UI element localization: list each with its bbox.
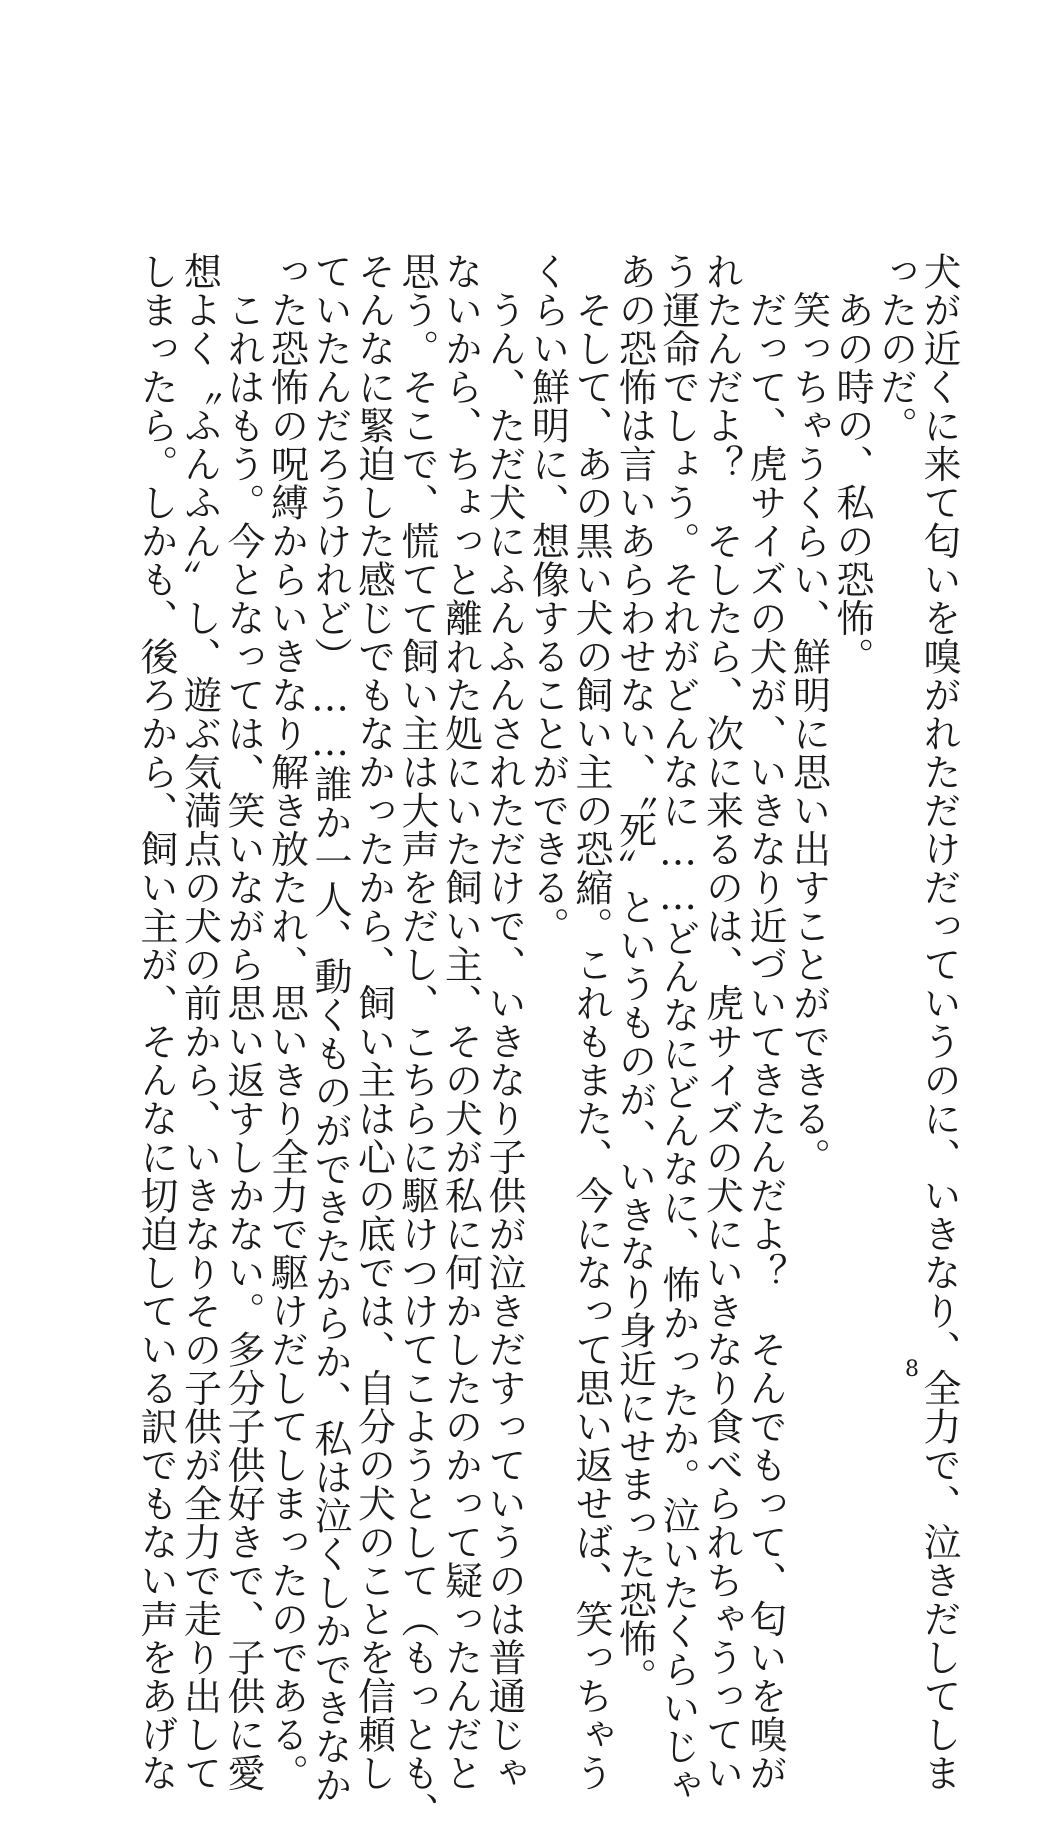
text-line: うん、ただ犬にふんふんされただけで、いきなり子供が泣きだすっていうのは普通じゃ	[482, 252, 526, 1792]
text-line: れたんだよ？ そしたら、次に来るのは、虎サイズの犬にいきなり食べられちゃうってい	[699, 252, 744, 1792]
text-line: 犬が近くに来て匂いを嗅がれただけだっていうのに、いきなり、全力で、泣きだしてしま	[917, 252, 961, 1792]
text-line: 想よく〝ふんふん〟し、遊ぶ気満点の犬の前から、いきなりその子供が全力で走り出して	[177, 252, 222, 1792]
page-number: 8	[905, 1357, 919, 1382]
text-line: これはもう。今となっては、笑いながら思い返すしかない。多分子供好きで、子供に愛	[221, 252, 265, 1792]
text-line: そして、あの黒い犬の飼い主の恐縮。これもまた、今になって思い返せば、笑っちゃう	[569, 252, 613, 1792]
text-line: しまったら。しかも、後ろから、飼い主が、そんなに切迫している訳でもない声をあげな	[134, 252, 178, 1792]
text-line: ていたんだろうけれど）……誰か一人、動くものができたからか、私は泣くしかできなか	[308, 252, 352, 1804]
text-line: 思う。そこで、慌てて飼い主は大声をだし、こちらに駆けつけてこようとして（もっとも、	[395, 252, 439, 1831]
text-line: った恐怖の呪縛からいきなり解き放たれ、思いきり全力で駆けだしてしまったのである。	[264, 252, 309, 1792]
text-line: ったのだ。	[873, 252, 918, 445]
vertical-body-text	[134, 252, 961, 1831]
text-line: そんなに緊迫した感じでもなかったから、飼い主は心の底では、自分の犬のことを信頼し	[351, 252, 396, 1792]
text-line: う運命でしょう。それがどんなに……どんなにどんなに、怖かったか。泣いたくらいじゃ	[656, 252, 700, 1804]
text-line: ないから、ちょっと離れた処にいた飼い主、その犬が私に何かしたのかって疑ったんだと	[438, 252, 483, 1792]
text-line: 笑っちゃうくらい、鮮明に思い出すことができる。	[786, 252, 831, 1176]
text-line: あの時の、私の恐怖。	[830, 252, 874, 676]
text-line: あの恐怖は言いあらわせない、〝死〟というものが、いきなり身近にせまった恐怖。	[612, 252, 657, 1696]
text-line: だって、虎サイズの犬が、いきなり近づいてきたんだよ？ そんでもって、匂いを嗅が	[743, 252, 787, 1792]
text-line: くらい鮮明に、想像することができる。	[525, 252, 570, 945]
